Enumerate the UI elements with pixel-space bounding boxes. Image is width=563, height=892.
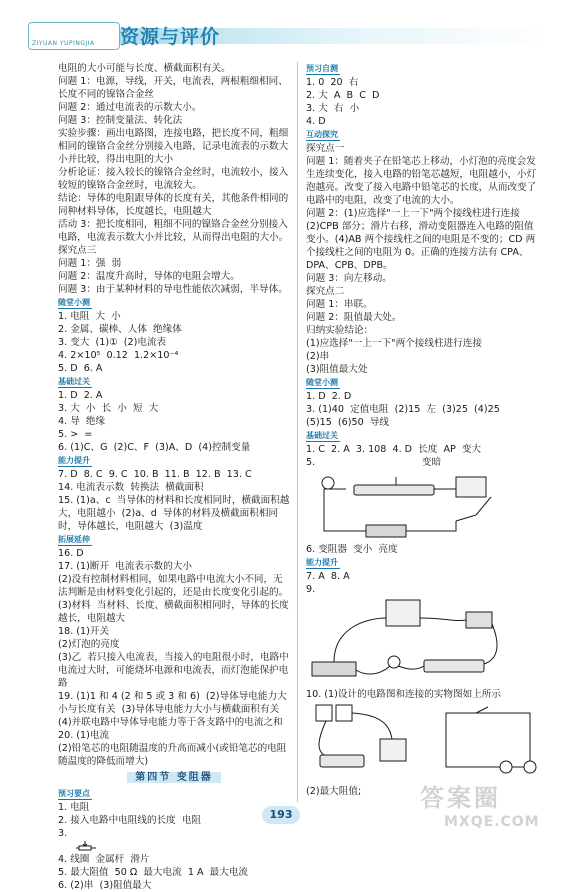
text-line: 实验步骤：画出电路图，连接电路，把长度不同，粗细相同的镍铬合金丝分别接入电路，记录电流表的示数大小并比较，得出电阻的大小 — [58, 128, 289, 165]
text-line: 结论：导体的电阻跟导体的长度有关，其他条件相同的同种材料导体，长度越长，电阻越大 — [58, 193, 289, 217]
left-block-1 — [58, 62, 290, 296]
text-line: 15. (1)a、c 当导体的材料和长度相同时，横截面积越大，电阻越小 (2)a、d 导体的材料及横截面积相同时，导体越长，电阻越大 (3)温度 — [58, 495, 290, 532]
section-label-yuxi: 预习要点 — [58, 789, 90, 798]
text-line: 6. 变阻器 变小 亮度 — [306, 544, 398, 555]
text-line: 问题 3：由于某种材料的导电性能依次减弱，半导体。 — [58, 284, 288, 295]
text-line: 4. D — [306, 116, 326, 127]
text-line: 1. 电阻 大 小 — [58, 311, 121, 322]
right-block-6 — [306, 570, 542, 596]
watermark — [420, 778, 560, 836]
text-line: 3. 大 小 长 小 短 大 — [58, 403, 159, 414]
text-line: (5)15 (6)50 导线 — [306, 417, 389, 428]
left-block-4 — [58, 468, 290, 533]
section-label-jichu: 基础过关 — [306, 431, 338, 440]
text-line: 5. D 6. A — [58, 363, 103, 374]
switch-icon — [456, 515, 476, 521]
section-label-suitang: 随堂小测 — [58, 298, 90, 307]
section-label-nengli: 能力提升 — [306, 558, 338, 567]
right-column — [306, 62, 542, 798]
right-block-7 — [306, 688, 542, 701]
right-block-2 — [306, 142, 542, 376]
text-line: 1. C 2. A 3. 108 4. D 长度 AP 变大 — [306, 444, 482, 455]
text-line: 探究点三 — [58, 245, 97, 256]
switch-icon — [466, 612, 492, 628]
section-label-jichu: 基础过关 — [58, 377, 90, 386]
header-title: 资源与评价 — [120, 26, 221, 48]
right-block-5 — [306, 543, 542, 556]
text-line: 问题 3：向左移动。 — [306, 273, 392, 284]
text-line: 1. 0 20 右 — [306, 77, 359, 88]
text-line: 问题 2：阻值最大处。 — [306, 312, 402, 323]
text-line: 2. 金属、碳棒、人体 绝缘体 — [58, 324, 182, 335]
text-line: 6. (1)C、G (2)C、F (3)A、D (4)控制变量 — [58, 442, 251, 453]
text-line: 4. 2×10⁵ 0.12 1.2×10⁻⁴ — [58, 350, 179, 361]
item-number: 3. — [58, 828, 68, 839]
text-line: 5. > = — [58, 429, 93, 440]
ammeter-icon — [380, 739, 406, 761]
right-block-4 — [306, 443, 542, 469]
left-block-5 — [58, 547, 290, 768]
text-line: 16. D — [58, 548, 84, 559]
text-line: 5. 变暗 — [306, 457, 442, 468]
section-title-text: 第四节 变阻器 — [127, 772, 220, 783]
text-line: 1. 电阻 — [58, 802, 90, 813]
ammeter-icon — [386, 600, 420, 626]
text-line: 2. 接入电路中电阻线的长度 电阻 — [58, 815, 202, 826]
text-line: (1)应选择"一上一下"两个接线柱进行连接 — [306, 338, 482, 349]
text-line: 问题 1：强 弱 — [58, 258, 122, 269]
text-line: 20. (1)电流 — [58, 730, 110, 741]
text-line: 分析论证：接入较长的镍铬合金丝时，电流较小，接入较短的镍铬合金丝时，电流较大。 — [58, 167, 289, 191]
circuit-diagram — [446, 713, 530, 767]
section-label-suitang: 随堂小测 — [306, 378, 338, 387]
text-line: 9. — [306, 584, 316, 595]
text-line: 19. (1)1 和 4 (2 和 5 或 3 和 6) (2)导体导电能力大小与长度有关 (3)导体导电能力大小与横截面积有关 (4)并联电路中导体导电能力等于各支路中的电流之和 — [58, 691, 287, 728]
text-line: (2)没有控制材料相同，如果电路中电流大小不同，无法判断是由材料变化引起的，还是由长度变化引起的。 — [58, 574, 289, 598]
battery-icon — [316, 705, 332, 721]
rheostat-icon — [320, 755, 364, 767]
ammeter-icon — [456, 477, 486, 497]
text-line: 2. 大 A B C D — [306, 90, 380, 101]
text-line: (3)乙 若只接入电流表，当接入的电阻很小时，电路中电流过大时，可能烧坏电源和电流表，而灯泡能保护电路 — [58, 652, 289, 689]
text-line: 探究点二 — [306, 286, 345, 297]
left-block-3 — [58, 389, 290, 454]
text-line: 电阻的大小可能与长度、横截面积有关。 — [58, 63, 231, 74]
text-line: 1. D 2. A — [58, 390, 103, 401]
rheostat-icon — [354, 485, 434, 495]
section-title — [58, 771, 290, 784]
column-divider — [297, 62, 298, 802]
text-line: 问题 1：电源，导线，开关，电流表，两根粗细相同、长度不同的镍铬合金丝 — [58, 76, 288, 100]
text-line: (2)灯泡的亮度 — [58, 639, 120, 650]
text-line: 1. D 2. D — [306, 391, 352, 402]
circuit-figure-q10 — [306, 703, 542, 783]
section-label-nengli: 能力提升 — [58, 456, 90, 465]
watermark-logo: 答案圈 — [420, 784, 501, 812]
text-line: 3. 大 右 小 — [306, 103, 360, 114]
text-line: 4. 线圈 金属杆 滑片 — [58, 854, 150, 865]
text-line: 归纳实验结论： — [306, 325, 374, 336]
text-line: (2)铅笔芯的电阻随温度的升高而减小(或铅笔芯的电阻随温度的降低而增大) — [58, 743, 287, 767]
section-label-tuozhan: 拓展延伸 — [58, 535, 90, 544]
battery-icon — [312, 662, 356, 676]
switch-icon — [476, 707, 488, 713]
text-line: 3. 变大 (1)① (2)电流表 — [58, 337, 167, 348]
text-line: 活动 3：把长度相同，粗细不同的镍铬合金丝分别接入电路，电流表示数大小并比较，从而得出电阻的大小。 — [58, 219, 289, 243]
right-block-3 — [306, 390, 542, 429]
text-line: (2)最大阻值; — [306, 786, 362, 797]
text-line: (2)CPB 部分；滑片右移，滑动变阻器连入电路的阻值变小。(4)AB 两个接线柱之间的电阻是不变的；CD 两个接线柱之间的电阻为 0。正确的连接方法有 CPA、DPA、CPB、DPB。 — [306, 221, 536, 271]
text-line: 问题 1：随着夹子在铅笔芯上移动，小灯泡的亮度会发生连续变化，接入电路的铅笔芯越短，电阻越小，小灯泡越亮。改变了接入电路中铅笔芯的长度，从而改变了电路中的电阻，改变了电流的大小。 — [306, 156, 537, 206]
section-label-yuxizice: 预习自测 — [306, 64, 338, 73]
left-block-2 — [58, 310, 290, 375]
text-line: 问题 3：控制变量法、转化法 — [58, 115, 183, 126]
text-line: 问题 2：(1)应选择"一上一下"两个接线柱进行连接 — [306, 208, 520, 219]
battery-icon — [366, 525, 406, 537]
left-block-6 — [58, 801, 290, 892]
text-line: 18. (1)开关 — [58, 626, 110, 637]
page-number: 193 — [262, 806, 300, 824]
watermark-url: MXQE.COM — [444, 814, 540, 830]
text-line: 问题 1：串联。 — [306, 299, 373, 310]
section-label-hudong: 互动探究 — [306, 130, 338, 139]
text-line: (3)材料 当材料、长度、横截面积相同时，导体的长度越长，电阻越大 — [58, 600, 289, 624]
text-line: 6. (2)串 (3)阻值最大 — [58, 880, 152, 891]
text-line: 7. D 8. C 9. C 10. B 11. B 12. B 13. C — [58, 469, 252, 480]
text-line-with-symbol — [58, 827, 290, 853]
text-line: 3. (1)40 定值电阻 (2)15 左 (3)25 (4)25 — [306, 404, 500, 415]
circuit-figure-q9 — [306, 598, 506, 686]
rheostat-symbol-icon — [76, 841, 98, 852]
text-line: 7. A 8. A — [306, 571, 350, 582]
text-line: 17. (1)断开 电流表示数的大小 — [58, 561, 192, 572]
text-line: 5. 最大阻值 50 Ω 最大电流 1 A 最大电流 — [58, 867, 249, 878]
text-line: 4. 导 绝缘 — [58, 416, 106, 427]
text-line: 探究点一 — [306, 143, 345, 154]
text-line: 10. (1)设计的电路图和连接的实物图如上所示 — [306, 689, 501, 700]
bulb-icon — [322, 477, 334, 489]
page-header — [0, 0, 563, 56]
header-subtitle: ZIYUAN YUPINGJIA — [32, 40, 95, 47]
circuit-figure-q5 — [306, 471, 506, 541]
text-line: (2)串 — [306, 351, 330, 362]
text-line: 问题 2：温度升高时，导体的电阻会增大。 — [58, 271, 240, 282]
left-column — [58, 62, 290, 892]
text-line: 14. 电流表示数 转换法 横截面积 — [58, 482, 204, 493]
text-line: (3)阻值最大处 — [306, 364, 368, 375]
text-line: 问题 2：通过电流表的示数大小。 — [58, 102, 202, 113]
right-block-1 — [306, 76, 542, 128]
rheostat-icon — [424, 660, 484, 672]
